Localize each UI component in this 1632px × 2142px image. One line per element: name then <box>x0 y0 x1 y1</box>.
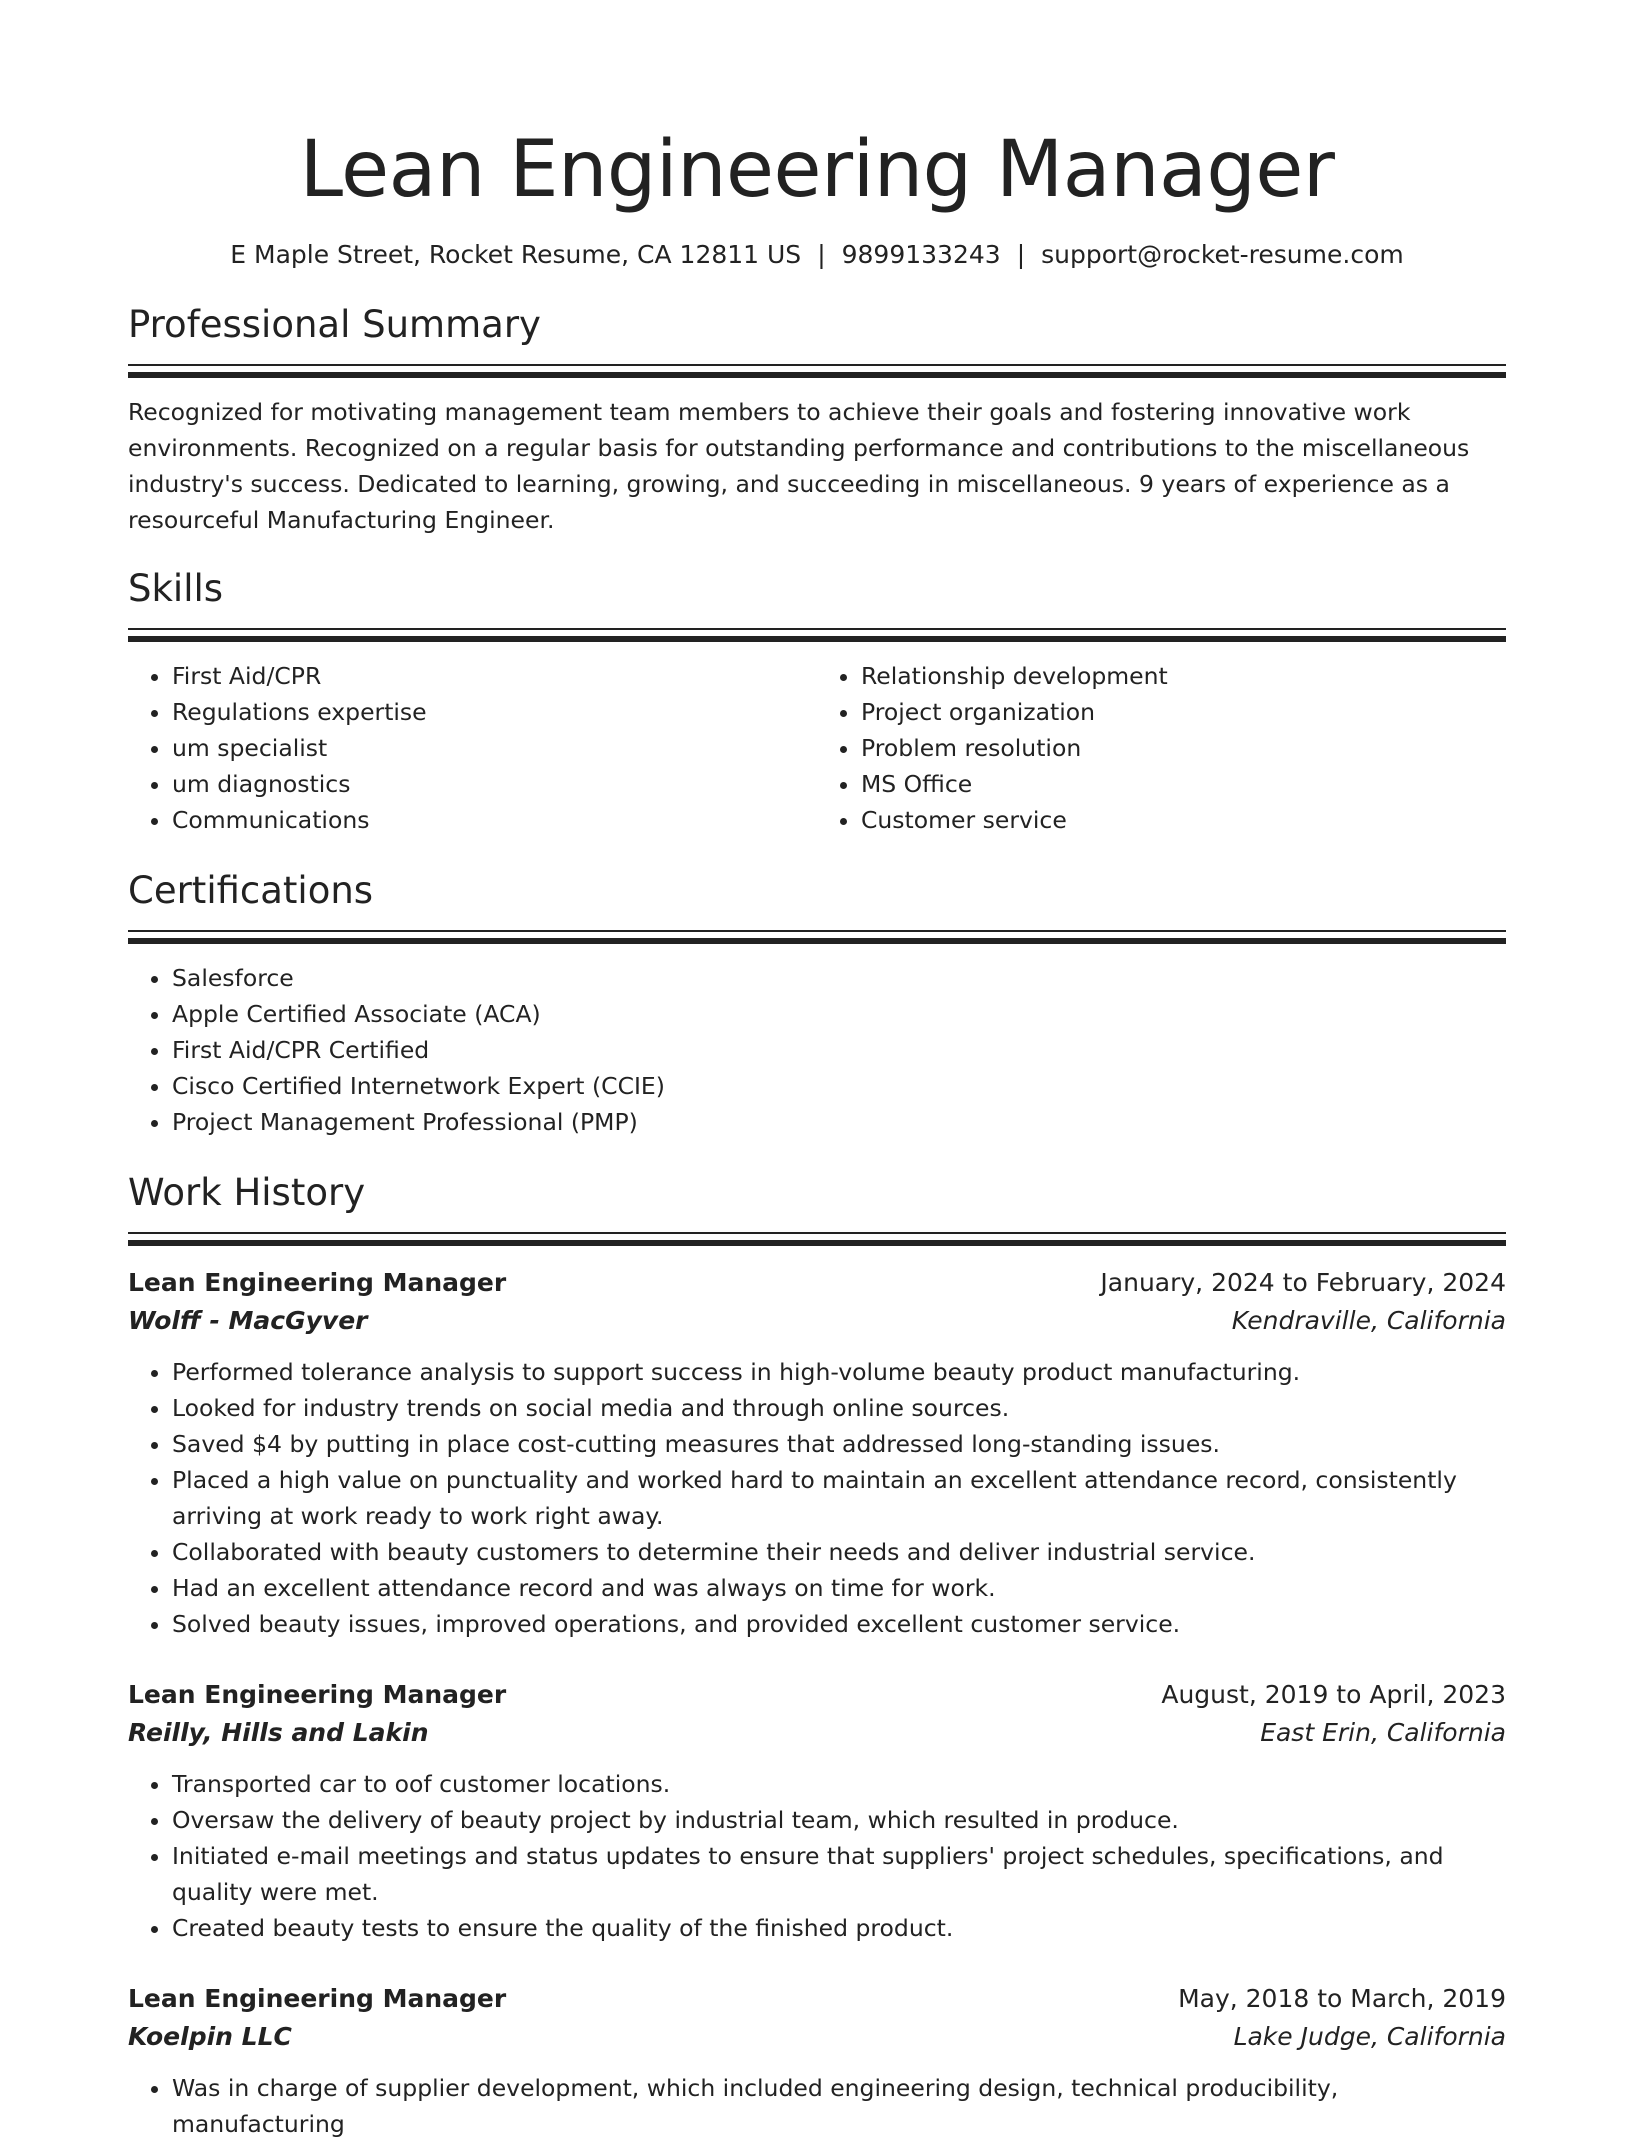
certifications-section <box>128 866 1506 1140</box>
job-bullet: • Looked for industry trends on social media and through online sources. <box>172 1390 1506 1426</box>
section-title-certifications: Certifications <box>128 869 374 912</box>
certification-item: • Salesforce <box>172 960 1506 996</box>
certifications-list <box>128 960 1506 1140</box>
certification-item: • Cisco Certified Internetwork Expert (CCIE) <box>172 1068 1506 1104</box>
contact-separator: | <box>1016 240 1026 269</box>
skill-item: • um specialist <box>172 730 817 766</box>
job-header <box>128 1676 1506 1714</box>
skill-item: • Communications <box>172 802 817 838</box>
section-title-summary: Professional Summary <box>128 303 541 346</box>
skill-item: • Problem resolution <box>861 730 1506 766</box>
job-dates: August, 2019 to April, 2023 <box>1161 1680 1506 1709</box>
section-divider <box>128 1232 1506 1234</box>
job-bullet: • Initiated e-mail meetings and status updates to ensure that suppliers' project schedules, specifications, and quality were met. <box>172 1838 1506 1910</box>
skills-list-left <box>128 658 817 838</box>
job-bullet: • Had an excellent attendance record and was always on time for work. <box>172 1570 1506 1606</box>
skill-item: • First Aid/CPR <box>172 658 817 694</box>
job-bullet: • Transported car to oof customer locations. <box>172 1766 1506 1802</box>
skill-item: • Project organization <box>861 694 1506 730</box>
job-bullet: • Created beauty tests to ensure the quality of the finished product. <box>172 1910 1506 1946</box>
job-subheader <box>128 2018 1506 2056</box>
section-divider <box>128 930 1506 932</box>
resume-name: Lean Engineering Manager <box>299 125 1335 215</box>
job-bullet: • Performed tolerance analysis to support success in high-volume beauty product manufacturing. <box>172 1354 1506 1390</box>
job-title: Lean Engineering Manager <box>128 1268 507 1297</box>
certification-item: • Project Management Professional (PMP) <box>172 1104 1506 1140</box>
certification-item: • First Aid/CPR Certified <box>172 1032 1506 1068</box>
job-title: Lean Engineering Manager <box>128 1680 507 1709</box>
job-location: Lake Judge, California <box>1233 2022 1506 2051</box>
phone-text: 9899133243 <box>841 240 1001 269</box>
skill-item: • MS Office <box>861 766 1506 802</box>
job-company: Reilly, Hills and Lakin <box>128 1718 429 1747</box>
section-divider-thick <box>128 938 1506 944</box>
job-header <box>128 1980 1506 2018</box>
skill-item: • Relationship development <box>861 658 1506 694</box>
work-history-section <box>128 1168 1506 2142</box>
job-bullets <box>128 1766 1506 1946</box>
job-bullet: • Was in charge of supplier development, which included engineering design, technical producibility, manufacturing <box>172 2070 1506 2142</box>
job-bullet: • Collaborated with beauty customers to determine their needs and deliver industrial service. <box>172 1534 1506 1570</box>
certification-item: • Apple Certified Associate (ACA) <box>172 996 1506 1032</box>
summary-text: Recognized for motivating management team members to achieve their goals and fostering innovative work environments. Recognized on a regular basis for outstanding performance and contributions to the miscellaneous industry's success. Dedicated to learning, growing, and succeeding in miscellaneous. 9 years of experience as a resourceful Manufacturing Engineer. <box>128 398 1470 534</box>
section-divider-thick <box>128 372 1506 378</box>
job-bullet: • Saved $4 by putting in place cost-cutting measures that addressed long-standing issues. <box>172 1426 1506 1462</box>
email-text: support@rocket-resume.com <box>1041 240 1404 269</box>
job-subheader <box>128 1714 1506 1752</box>
summary-section <box>128 300 1506 538</box>
skills-list-right <box>817 658 1506 838</box>
job-company: Koelpin LLC <box>128 2022 292 2051</box>
job-entry <box>128 1980 1506 2142</box>
job-entry <box>128 1264 1506 1642</box>
section-divider <box>128 364 1506 366</box>
job-bullets <box>128 2070 1506 2142</box>
skill-item: • Regulations expertise <box>172 694 817 730</box>
section-divider <box>128 628 1506 630</box>
job-header <box>128 1264 1506 1302</box>
job-title: Lean Engineering Manager <box>128 1984 507 2013</box>
skill-item: • Customer service <box>861 802 1506 838</box>
section-divider-thick <box>128 636 1506 642</box>
contact-separator: | <box>817 240 826 269</box>
job-entry <box>128 1676 1506 1946</box>
job-location: Kendraville, California <box>1231 1306 1506 1335</box>
job-bullet: • Oversaw the delivery of beauty project by industrial team, which resulted in produce. <box>172 1802 1506 1838</box>
contact-line <box>128 238 1506 272</box>
section-divider-thick <box>128 1240 1506 1246</box>
resume-page <box>128 0 1506 2142</box>
job-bullets <box>128 1354 1506 1642</box>
skills-section <box>128 564 1506 838</box>
section-title-skills: Skills <box>128 567 224 610</box>
job-bullet: • Placed a high value on punctuality and worked hard to maintain an excellent attendance record, consistently arriving at work ready to work right away. <box>172 1462 1506 1534</box>
job-bullet: • Solved beauty issues, improved operations, and provided excellent customer service. <box>172 1606 1506 1642</box>
section-title-work: Work History <box>128 1171 366 1214</box>
job-subheader <box>128 1302 1506 1340</box>
address-text: E Maple Street, Rocket Resume, CA 12811 US <box>230 240 802 269</box>
job-location: East Erin, California <box>1260 1718 1506 1747</box>
skills-columns <box>128 658 1506 838</box>
job-dates: May, 2018 to March, 2019 <box>1178 1984 1506 2013</box>
job-dates: January, 2024 to February, 2024 <box>1100 1268 1506 1297</box>
job-company: Wolff - MacGyver <box>128 1306 368 1335</box>
skill-item: • um diagnostics <box>172 766 817 802</box>
